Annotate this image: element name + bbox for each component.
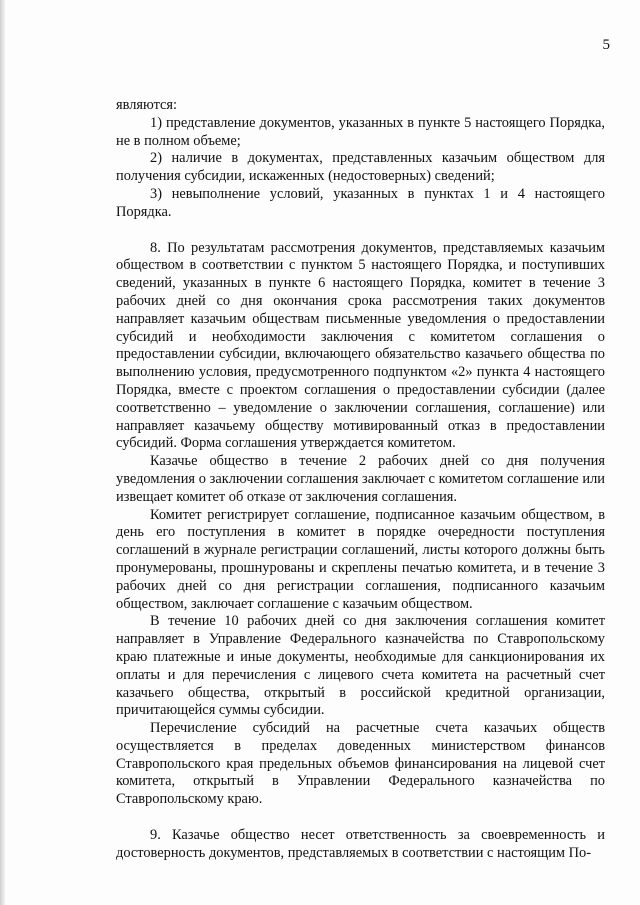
- paragraph-intro: являются:: [116, 97, 178, 113]
- paragraph-subsidy-transfer: Перечисление субсидий на расчетные счета казачьих обществ осуществляется в пределах доведенных министерством финансов Ставропольского края предельных объемов финансирования на лицевой счет комитета, открытый в Управлении Федерального казначейства по Ставропольскому краю.: [116, 720, 605, 808]
- document-body: [116, 97, 605, 863]
- paragraph-item-3: 3) невыполнение условий, указанных в пунктах 1 и 4 настоящего Порядка.: [116, 185, 605, 220]
- page-number: 5: [602, 37, 610, 53]
- paragraph-item-2: 2) наличие в документах, представленных казачьим обществом для получения субсидии, искаженных (недостоверных) сведений;: [116, 150, 605, 185]
- paragraph-payment-documents: В течение 10 рабочих дней со дня заключения соглашения комитет направляет в Управление Федерального казначейства по Ставропольскому краю платежные и иные документы, необходимые для санкционирования их оплаты и для перечисления с лицевого счета комитета на расчетный счет казачьего общества, открытый в российской кредитной организации, причитающейся суммы субсидии.: [116, 613, 605, 719]
- paragraph-section-9: 9. Казачье общество несет ответственность за своевременность и достоверность документов, представляемых в соответствии с настоящим По-: [116, 827, 605, 861]
- page-edge-shadow: [0, 0, 5, 905]
- paragraph-section-8: 8. По результатам рассмотрения документов, представляемых казачьим обществом в соответствии с пунктом 5 настоящего Порядка, и поступивших сведений, указанных в пункте 6 настоящего Порядка, комитет в течение 3 рабочих дней со дня окончания срока рассмотрения таких документов направляет казачьим обществам письменные уведомления о предоставлении субсидий и необходимости заключения с комитетом соглашения о предоставлении субсидии, включающего обязательство казачьего общества по выполнению условия, предусмотренного подпунктом «2» пункта 4 настоящего Порядка, вместе с проектом соглашения о предоставлении субсидии (далее соответственно – уведомление о заключении соглашения, соглашение) или направляет казачьему обществу мотивированный отказ в предоставлении субсидий. Форма соглашения утверждается комитетом.: [116, 239, 605, 452]
- paragraph-agreement-conclusion: Казачье общество в течение 2 рабочих дней со дня получения уведомления о заключении соглашения заключает с комитетом соглашение или извещает комитет об отказе от заключения соглашения.: [116, 453, 605, 505]
- paragraph-agreement-registration: Комитет регистрирует соглашение, подписанное казачьим обществом, в день его поступления в комитет в порядке очередности поступления соглашений в журнале регистрации соглашений, листы которого должны быть пронумерованы, прошнурованы и скреплены печатью комитета, и в течение 3 рабочих дней со дня регистрации соглашения, подписанного казачьим обществом, заключает соглашение с казачьим обществом.: [116, 506, 605, 612]
- section-gap: [116, 222, 605, 240]
- section-gap: [116, 809, 605, 827]
- paragraph-item-1: 1) представление документов, указанных в пункте 5 настоящего Порядка, не в полном объеме;: [116, 114, 605, 149]
